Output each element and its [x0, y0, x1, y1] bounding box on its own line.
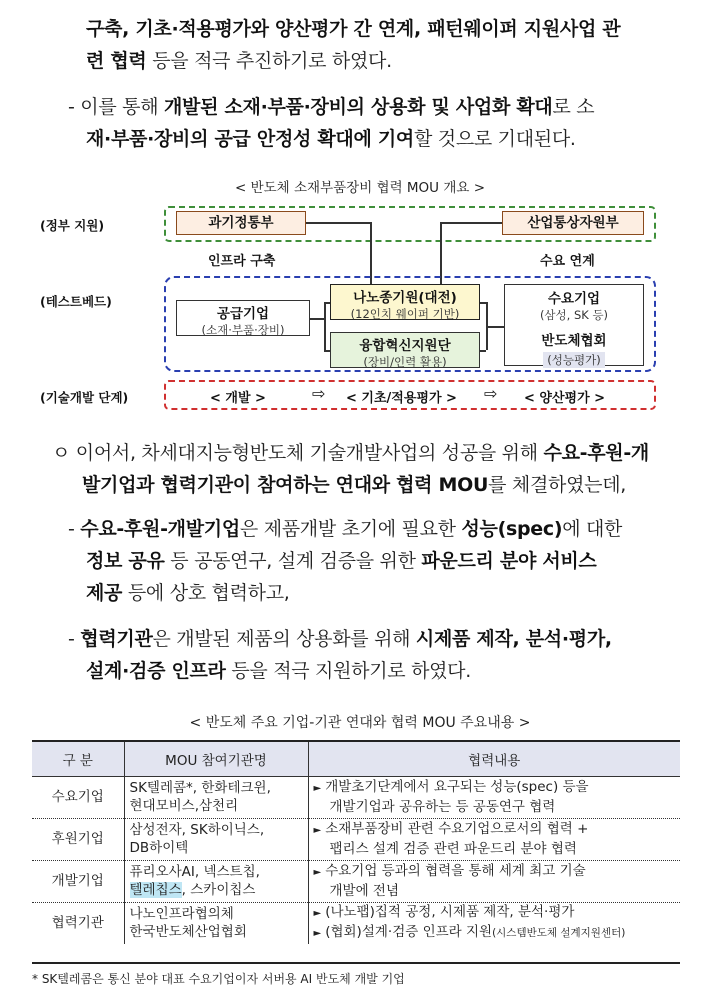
- footnote: * SK텔레콤은 통신 분야 대표 수요기업이자 서버용 AI 반도체 개발 기업: [32, 972, 405, 986]
- header-content: 협력내용: [308, 742, 680, 776]
- fusion-sub: (장비/인력 활용): [363, 355, 447, 369]
- row-orgs-line2: 한국반도체산업협회: [129, 924, 247, 941]
- row-content-small: (시스템반도체 설계지원센터): [492, 927, 626, 940]
- para2-line2-rest: 를 체결하였는데,: [488, 474, 626, 496]
- bullet2-bold: 협력기관: [80, 628, 153, 650]
- connector-line: [310, 318, 324, 320]
- supply-company-box: [176, 300, 310, 336]
- table-row: [32, 776, 680, 818]
- row-content-text2: (협회)설계·검증 인프라 지원: [325, 924, 493, 941]
- bullet1-l2-bold: 정보 공유: [86, 550, 165, 572]
- table-caption: < 반도체 주요 기업-기관 연대와 협력 MOU 주요내용 >: [189, 715, 531, 731]
- bullet-icon: ►: [313, 825, 322, 836]
- connector-line: [306, 222, 370, 224]
- highlighted-org: 텔레칩스: [129, 882, 182, 898]
- row-category: 개발기업: [32, 860, 124, 902]
- gov-box-motie-label: 산업통상자원부: [527, 215, 619, 231]
- intro-line-2: [86, 42, 706, 80]
- bullet1-bold: 수요-후원-개발기업: [80, 518, 240, 540]
- row-content-text1: 소재부품장비 관련 수요기업으로서의 협력 +: [325, 821, 589, 837]
- row-orgs: [124, 776, 308, 818]
- header-category: 구 분: [32, 742, 124, 776]
- table-row: [32, 818, 680, 860]
- row-label-gov: (정부 지원): [40, 218, 105, 233]
- row-orgs-line2: [130, 881, 303, 899]
- bullet2-mid: 은 개발된 제품의 상용화를 위해: [152, 628, 416, 650]
- fusion-box: [330, 332, 480, 368]
- connector-line: [370, 222, 372, 284]
- intro-bullet-line2-bold: 재·부품·장비의 공급 안정성 확대에 기여: [86, 128, 414, 150]
- row-category: 후원기업: [32, 818, 124, 860]
- row-category: 수요기업: [32, 776, 124, 818]
- row-label-testbed: (테스트베드): [40, 294, 112, 309]
- fusion-title: 융합혁신지원단: [359, 338, 451, 354]
- diagram-caption: < 반도체 소재부품장비 협력 MOU 개요 >: [234, 180, 486, 196]
- gov-box-msit: [176, 211, 306, 235]
- table-row: [32, 902, 680, 944]
- intro-bullet-line-2: [86, 120, 706, 158]
- row-orgs-line2-rest: , 스카이칩스: [181, 882, 256, 898]
- row-content-line2: [314, 923, 676, 943]
- row-content: [308, 818, 680, 860]
- bullet-icon: ►: [313, 928, 322, 940]
- connector-line: [324, 302, 330, 304]
- row-orgs: [124, 818, 308, 860]
- para2-bullet2-line-2: [86, 652, 712, 690]
- row-orgs: [124, 860, 308, 902]
- intro-line-2-bold: 련 협력: [86, 50, 147, 72]
- row-orgs-line2: 현대모비스,삼천리: [129, 798, 239, 814]
- bullet-icon: ►: [313, 908, 322, 920]
- row-content: [308, 860, 680, 902]
- bullet1-bold2: 성능(spec): [461, 518, 563, 540]
- stage-dev: < 개발 >: [210, 391, 266, 406]
- intro-bullet-bold: 개발된 소재·부품·장비의 상용화 및 사업화 확대: [164, 96, 553, 118]
- supply-company-title: 공급기업: [216, 306, 270, 322]
- nano-sub: (12인치 웨이퍼 기반): [350, 307, 460, 321]
- row-content-text1: 수요기업 등과의 협력을 통해 세계 최고 기술: [325, 863, 586, 879]
- stage-arrow-1: ⇨: [312, 384, 326, 403]
- para2-line-2: [82, 466, 712, 504]
- stage-arrow-2: ⇨: [484, 384, 498, 403]
- row-content-text2: 개발에 전념: [329, 883, 399, 899]
- connector-line: [440, 222, 502, 224]
- bullet1-l2-mid: 등 공동연구, 설계 검증을 위한: [164, 550, 422, 572]
- para2-line1-prefix: ㅇ 이어서, 차세대지능형반도체 기술개발사업의 성공을 위해: [52, 442, 544, 464]
- bullet1-mid: 은 제품개발 초기에 필요한: [239, 518, 462, 540]
- row-orgs: [124, 902, 308, 944]
- bullet2-prefix: -: [68, 628, 81, 650]
- header-orgs: MOU 참여기관명: [124, 742, 308, 776]
- nano-title: 나노종기원(대전): [353, 290, 457, 306]
- row-content-text2: 개발기업과 공유하는 등 공동연구 협력: [329, 799, 556, 815]
- para2-line1-bold: 수요-후원-개: [543, 442, 649, 464]
- table-header-row: [32, 742, 680, 776]
- row-content-text1: 개발초기단계에서 요구되는 성능(spec) 등을: [325, 779, 589, 795]
- intro-line-1-text: 구축, 기초·적용평가와 양산평가 간 연계, 패턴웨이퍼 지원사업 관: [86, 18, 621, 40]
- row-content-line1: [314, 862, 676, 882]
- row-orgs-line1: 삼성전자, SK하이닉스,: [129, 822, 265, 838]
- row-orgs-line1: 나노인프라협의체: [129, 906, 234, 923]
- para2-bullet1-line-3: [86, 574, 712, 612]
- row-content-text1: (나노팹)집적 공정, 시제품 제작, 분석·평가: [325, 904, 575, 921]
- demand-sub: (삼성, SK 등): [539, 308, 609, 322]
- row-content: [308, 776, 680, 818]
- demand-box: [504, 284, 644, 366]
- gov-box-msit-label: 과기정통부: [208, 215, 274, 231]
- row-category: 협력기관: [32, 902, 124, 944]
- bullet1-l3-bold: 제공: [86, 582, 123, 604]
- row-orgs-line2: DB하이텍: [129, 840, 189, 856]
- row-content-line1: [314, 820, 676, 840]
- row-content: [308, 902, 680, 944]
- row-content-text2: 팹리스 설계 검증 관련 파운드리 분야 협력: [329, 841, 577, 857]
- label-infra: 인프라 구축: [208, 254, 276, 269]
- bullet-icon: ►: [313, 783, 322, 794]
- demand-title: 수요기업: [547, 291, 601, 307]
- assoc-sub: (성능평가): [543, 352, 604, 368]
- bullet1-rest: 에 대한: [562, 518, 623, 540]
- bullet-icon: ►: [313, 867, 322, 878]
- connector-line: [486, 326, 504, 328]
- connector-line: [324, 302, 326, 350]
- mou-table: [32, 742, 680, 944]
- para2-line2-bold: 발기업과 협력기관이 참여하는 연대와 협력 MOU: [82, 474, 489, 496]
- bullet1-l2-bold2: 파운드리 분야 서비스: [421, 550, 597, 572]
- intro-bullet-prefix: - 이를 통해: [68, 96, 164, 118]
- label-demand: 수요 연계: [540, 254, 595, 269]
- bullet2-bold2: 시제품 제작, 분석·평가,: [415, 628, 612, 650]
- intro-bullet-rest: 로 소: [552, 96, 595, 118]
- supply-company-sub: (소재·부품·장비): [201, 323, 285, 337]
- stage-mass: < 양산평가 >: [524, 391, 606, 406]
- table-row: [32, 860, 680, 902]
- intro-bullet-line2-rest: 할 것으로 기대된다.: [413, 128, 576, 150]
- intro-line-2-rest: 등을 적극 추진하기로 하였다.: [146, 50, 392, 72]
- connector-line: [480, 350, 486, 352]
- row-content-line1: [314, 778, 676, 798]
- gov-box-motie: [502, 211, 644, 235]
- connector-line: [324, 350, 330, 352]
- assoc-title: 반도체협회: [541, 333, 607, 349]
- nano-box: [330, 284, 480, 320]
- bullet2-l2-bold: 설계·검증 인프라: [86, 660, 226, 682]
- stage-basic: < 기초/적용평가 >: [346, 391, 457, 406]
- bullet1-prefix: -: [68, 518, 81, 540]
- bullet2-l2-rest: 등을 적극 지원하기로 하였다.: [225, 660, 471, 682]
- connector-line: [440, 222, 442, 284]
- row-orgs-line1: 퓨리오사AI, 넥스트칩,: [129, 864, 260, 880]
- bullet1-l3-rest: 등에 상호 협력하고,: [122, 582, 290, 604]
- row-label-stage: (기술개발 단계): [40, 390, 129, 405]
- row-orgs-line1: SK텔레콤*, 한화테크윈,: [129, 780, 271, 796]
- row-content-line1: [314, 903, 676, 923]
